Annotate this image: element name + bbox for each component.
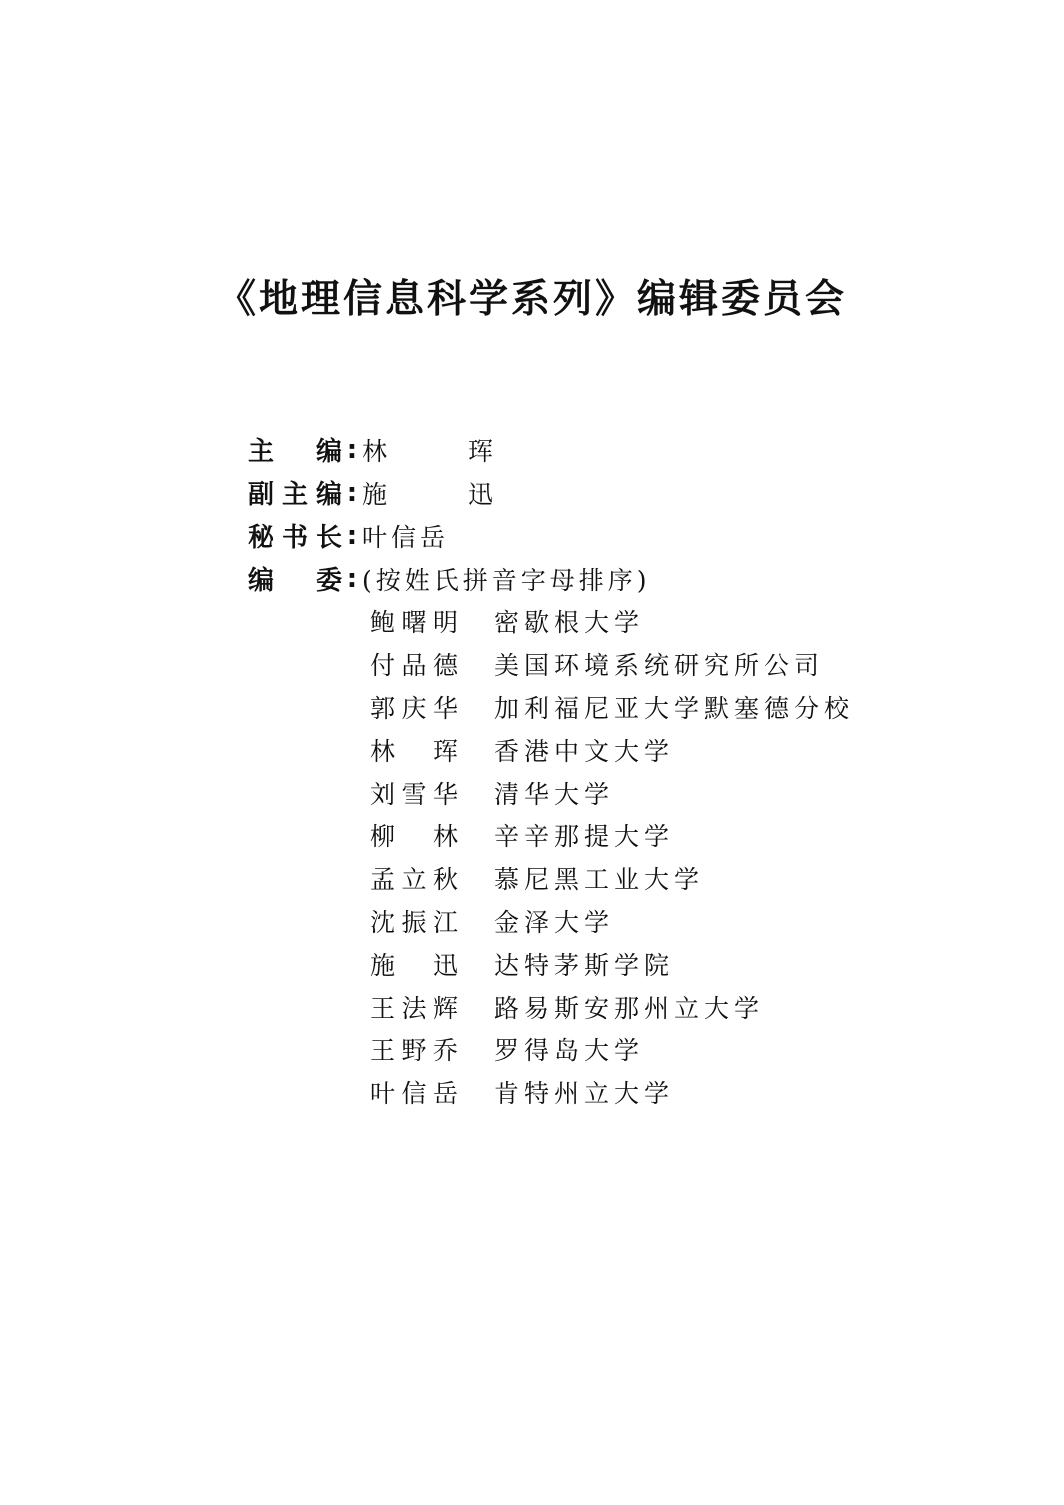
- member-name: 施 迅: [370, 950, 458, 980]
- role-row-editorial-board: [248, 557, 651, 600]
- role-row-chief-editor: [248, 428, 651, 471]
- role-value: 林 珲: [362, 436, 522, 466]
- member-name: 王野乔: [370, 1036, 458, 1066]
- member-affiliation: 达特茅斯学院: [494, 950, 675, 980]
- member-name: 孟立秋: [370, 865, 458, 895]
- member-row: [370, 771, 854, 814]
- member-affiliation: 加利福尼亚大学默塞德分校: [494, 693, 855, 723]
- member-name: 叶信岳: [370, 1079, 458, 1109]
- member-name: 鲍曙明: [370, 608, 458, 638]
- member-row: [370, 1028, 854, 1071]
- member-row: [370, 900, 854, 943]
- member-row: [370, 1071, 854, 1114]
- role-label: 主 编: [248, 437, 342, 467]
- member-affiliation: 罗得岛大学: [494, 1036, 645, 1066]
- member-affiliation: 清华大学: [494, 779, 615, 809]
- role-value: 叶信岳: [362, 522, 450, 552]
- role-label: 编 委: [248, 566, 342, 596]
- member-affiliation: 美国环境系统研究所公司: [494, 651, 825, 681]
- member-affiliation: 路易斯安那州立大学: [494, 993, 765, 1023]
- editorial-board-members: [370, 600, 854, 1114]
- member-row: [370, 814, 854, 857]
- member-affiliation: 辛辛那提大学: [494, 822, 675, 852]
- member-row: [370, 643, 854, 686]
- member-row: [370, 985, 854, 1028]
- role-colon: :: [346, 563, 358, 594]
- member-row: [370, 942, 854, 985]
- member-name: 王法辉: [370, 993, 458, 1023]
- member-name: 郭庆华: [370, 693, 458, 723]
- member-row: [370, 857, 854, 900]
- member-row: [370, 600, 854, 643]
- member-name: 柳 林: [370, 822, 458, 852]
- role-colon: :: [346, 477, 358, 508]
- member-affiliation: 香港中文大学: [494, 736, 675, 766]
- member-name: 沈振江: [370, 907, 458, 937]
- role-label: 副主编: [248, 480, 342, 510]
- role-value: (按姓氏拼音字母排序): [362, 565, 651, 595]
- role-colon: :: [346, 434, 358, 465]
- member-row: [370, 728, 854, 771]
- member-affiliation: 肯特州立大学: [494, 1079, 675, 1109]
- member-affiliation: 密歇根大学: [494, 608, 645, 638]
- role-value: 施 迅: [362, 479, 522, 509]
- role-label: 秘书长: [248, 523, 342, 553]
- member-row: [370, 686, 854, 729]
- member-name: 付品德: [370, 651, 458, 681]
- role-colon: :: [346, 520, 358, 551]
- member-name: 林 珲: [370, 736, 458, 766]
- editorial-roles: [248, 428, 651, 600]
- role-row-deputy-chief-editor: [248, 471, 651, 514]
- page-title: 《地理信息科学系列》编辑委员会: [216, 277, 847, 322]
- member-affiliation: 金泽大学: [494, 907, 615, 937]
- member-affiliation: 慕尼黑工业大学: [494, 865, 705, 895]
- member-name: 刘雪华: [370, 779, 458, 809]
- role-row-secretary-general: [248, 514, 651, 557]
